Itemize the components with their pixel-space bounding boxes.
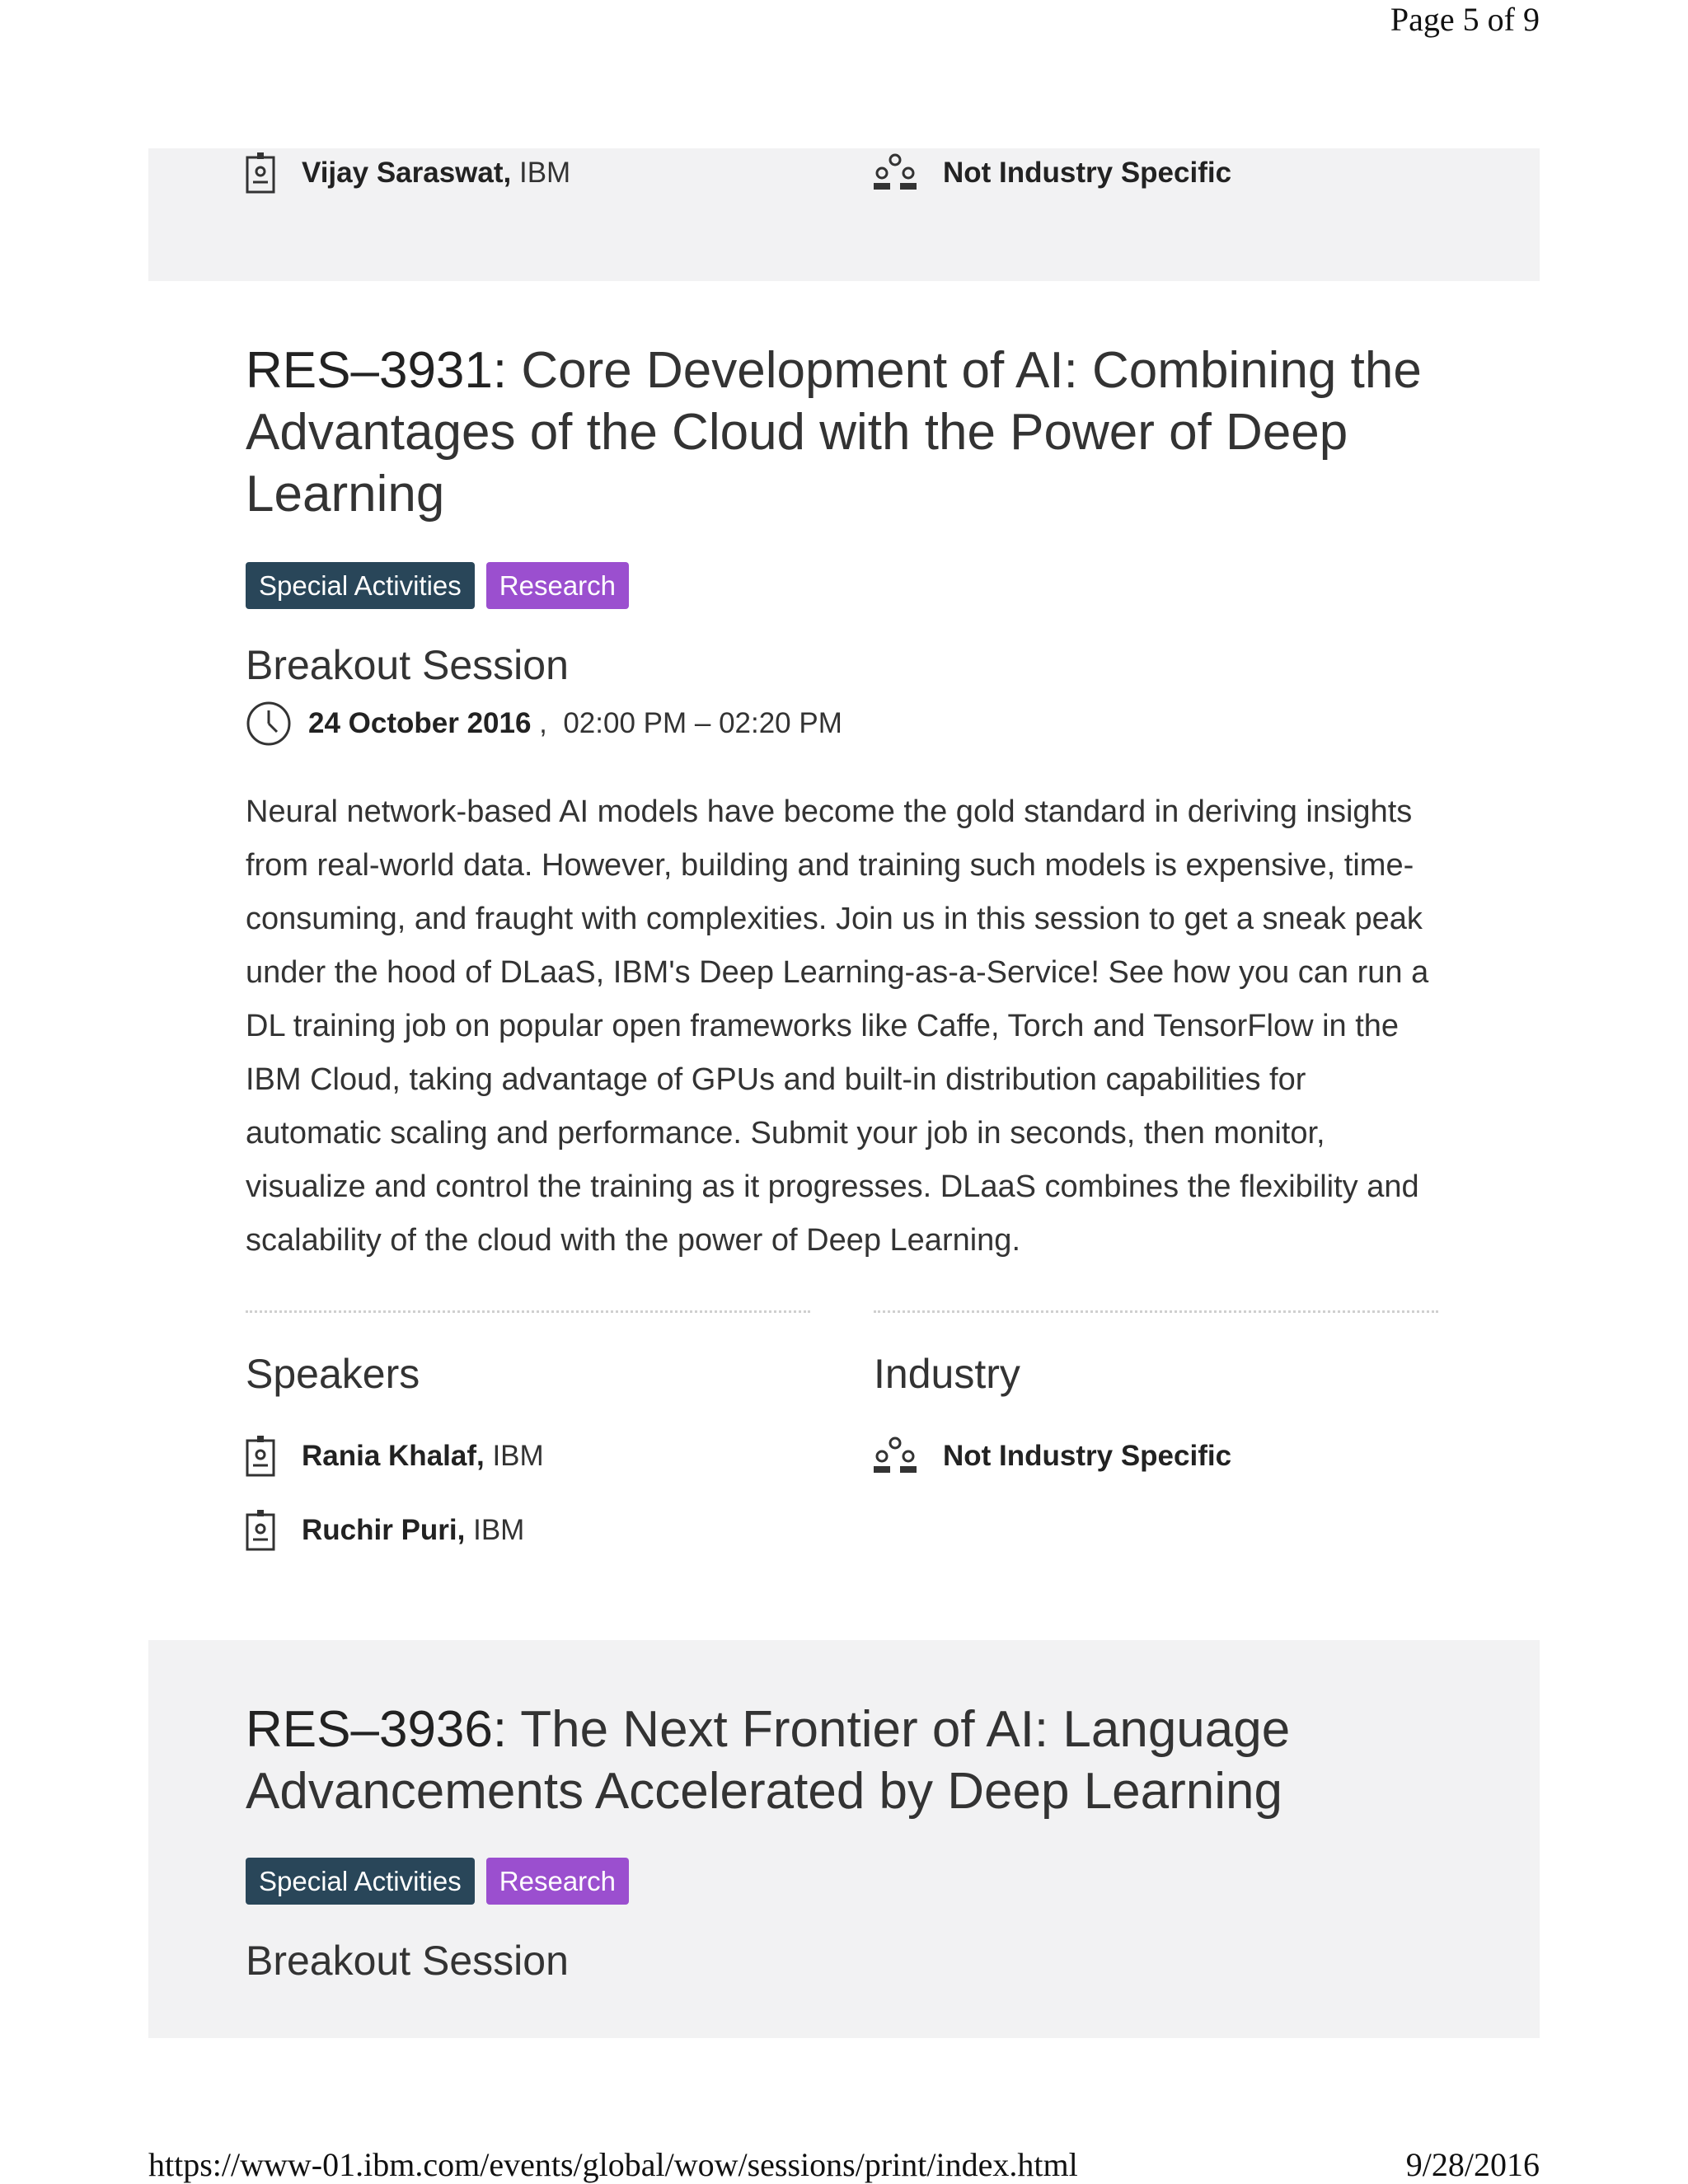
speakers-heading: Speakers bbox=[246, 1351, 420, 1397]
session-tags bbox=[246, 562, 629, 609]
time-separator: , bbox=[531, 707, 564, 739]
tag-special-activities[interactable]: Special Activities bbox=[246, 562, 475, 609]
industry-not-specific[interactable] bbox=[874, 1432, 1231, 1481]
speaker-badge-icon bbox=[246, 152, 275, 194]
speaker-org: IBM bbox=[465, 1514, 525, 1546]
session-title[interactable] bbox=[246, 1699, 1498, 1822]
speaker-name: Rania Khalaf, bbox=[302, 1440, 485, 1472]
page-number: Page 5 of 9 bbox=[1390, 1, 1540, 38]
page-url: https://www-01.ibm.com/events/global/wow/sessions/print/index.html bbox=[148, 2146, 1078, 2183]
session-time: 02:00 PM – 02:20 PM bbox=[563, 707, 842, 739]
tag-special-activities[interactable]: Special Activities bbox=[246, 1858, 475, 1905]
industry-not-specific[interactable] bbox=[874, 148, 1231, 198]
industry-heading: Industry bbox=[874, 1351, 1020, 1397]
speaker-rania-khalaf[interactable] bbox=[246, 1432, 544, 1481]
session-title-text: Core Development of AI: Combining the Advantages of the Cloud with the Power of Deep Learning bbox=[246, 342, 1422, 523]
speaker-badge-icon bbox=[246, 1436, 275, 1477]
speaker-org: IBM bbox=[511, 157, 571, 189]
tag-research[interactable]: Research bbox=[486, 562, 629, 609]
session-tags bbox=[246, 1858, 629, 1905]
session-date: 24 October 2016 bbox=[308, 707, 532, 739]
industry-label: Not Industry Specific bbox=[943, 157, 1232, 189]
session-title-text: The Next Frontier of AI: Language Advancements Accelerated by Deep Learning bbox=[246, 1701, 1291, 1820]
print-date: 9/28/2016 bbox=[1405, 2146, 1540, 2183]
people-group-icon bbox=[874, 153, 917, 193]
people-group-icon bbox=[874, 1436, 917, 1476]
speaker-badge-icon bbox=[246, 1510, 275, 1551]
session-title[interactable] bbox=[246, 340, 1498, 525]
session-datetime bbox=[246, 701, 842, 747]
clock-icon bbox=[246, 701, 292, 747]
speaker-name: Ruchir Puri, bbox=[302, 1514, 466, 1546]
session-code: RES–3931: bbox=[246, 342, 508, 399]
industry-divider bbox=[874, 1310, 1438, 1313]
session-code: RES–3936: bbox=[246, 1701, 508, 1758]
session-type: Breakout Session bbox=[246, 1938, 569, 1984]
speaker-vijay-saraswat[interactable] bbox=[246, 148, 570, 198]
speaker-name: Vijay Saraswat, bbox=[302, 157, 512, 189]
session-description: Neural network-based AI models have become the gold standard in deriving insights from real-world data. However, building and training such models is expensive, time-consuming, and fraught with complexities. Join us in this session to get a sneak peak under the hood of DLaaS, IBM's Deep Learning-as-a-Service! See how you can run a DL training job on popular open frameworks like Caffe, Torch and TensorFlow in the IBM Cloud, taking advantage of GPUs and built-in distribution capabilities for automatic scaling and performance. Submit your job in seconds, then monitor, visualize and control the training as it progresses. DLaaS combines the flexibility and scalability of the cloud with the power of Deep Learning. bbox=[246, 794, 1429, 1258]
speaker-org: IBM bbox=[484, 1440, 544, 1472]
tag-research[interactable]: Research bbox=[486, 1858, 629, 1905]
speakers-divider bbox=[246, 1310, 810, 1313]
industry-label: Not Industry Specific bbox=[943, 1440, 1232, 1472]
speaker-ruchir-puri[interactable] bbox=[246, 1506, 524, 1555]
session-type: Breakout Session bbox=[246, 642, 569, 688]
